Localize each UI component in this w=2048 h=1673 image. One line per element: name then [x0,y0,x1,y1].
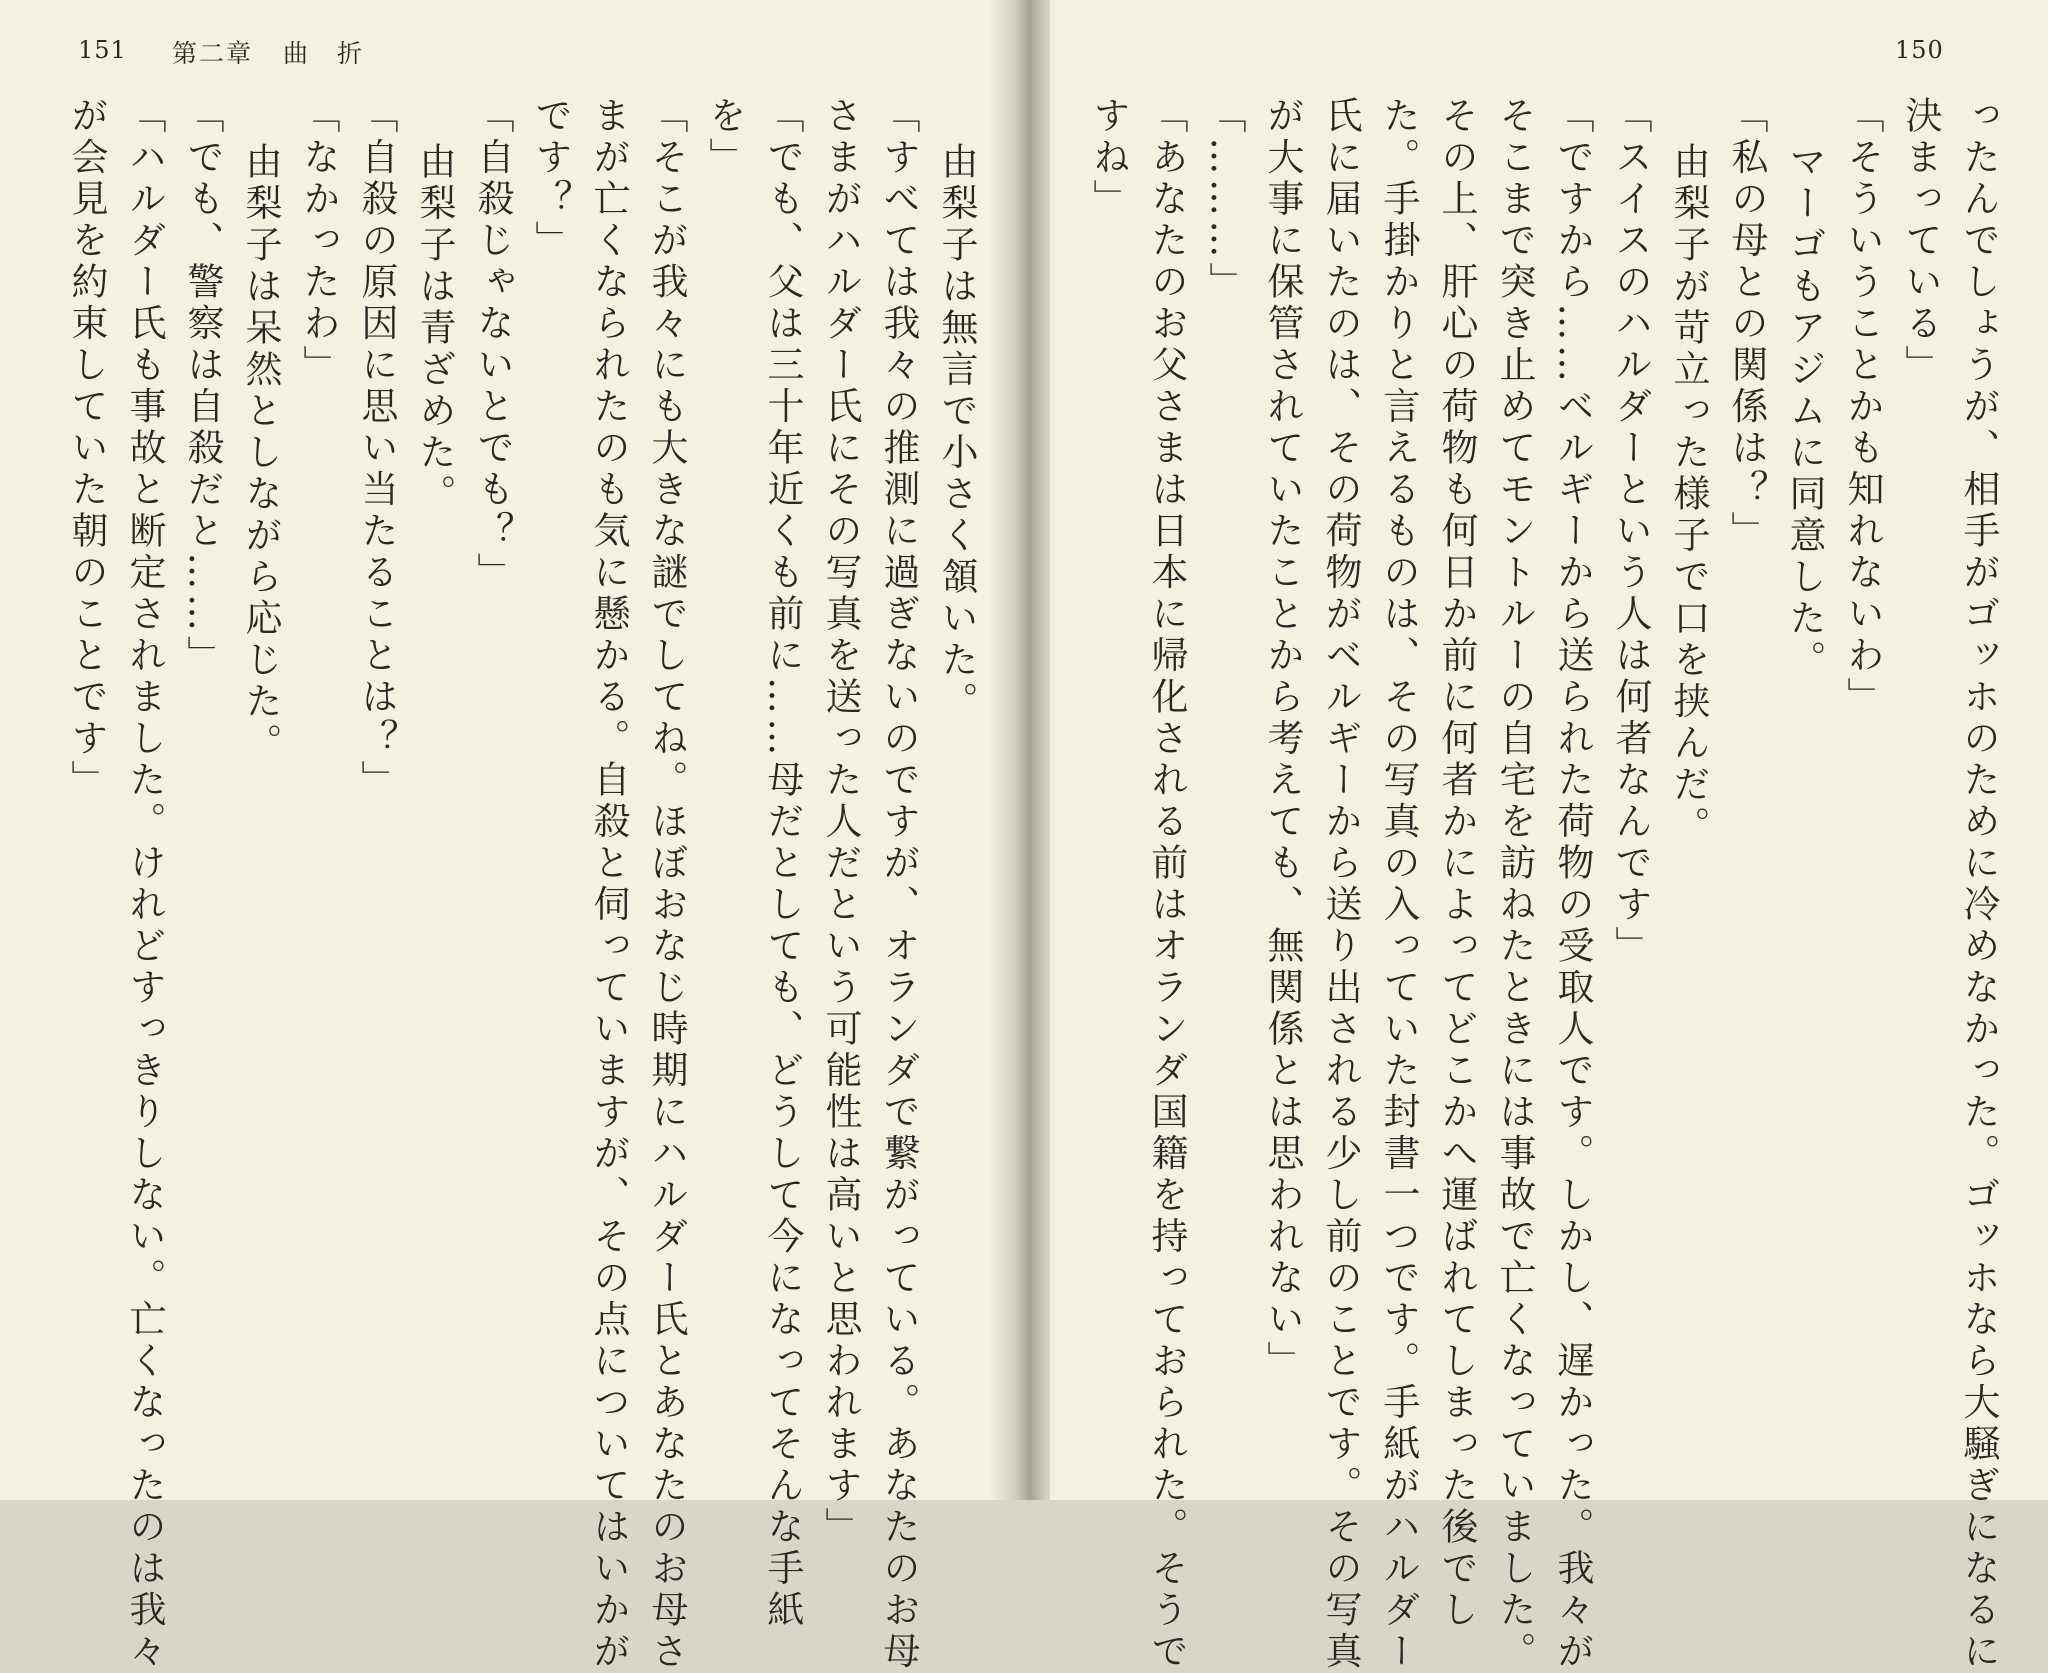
text-line: が会見を約束していた朝のことです」 [65,96,108,802]
text-line: 「私の母との関係は？」 [1725,96,1768,553]
text-line: その上、肝心の荷物も何日か前に何者かによってどこかへ運ばれてしまった後でし [1435,96,1478,1632]
right-page-number: 150 [1895,36,1944,64]
running-head [172,34,364,70]
text-line: 「………」 [1203,96,1246,304]
text-line: 「スイスのハルダーという人は何者なんです」 [1609,96,1652,968]
text-line: が大事に保管されていたことから考えても、無関係とは思われない」 [1261,96,1304,1383]
text-line: 「でも、警察は自殺だと……」 [181,96,224,677]
text-line: ったんでしょうが、相手がゴッホのために冷めなかった。ゴッホなら大騒ぎになるに [1957,96,2000,1673]
text-line: 由梨子は無言で小さく頷いた。 [935,142,978,723]
text-line: 由梨子が苛立った様子で口を挟んだ。 [1667,142,1710,848]
text-line: さまがハルダー氏にその写真を送った人だという可能性は高いと思われます」 [819,96,862,1549]
running-head-chapter: 第二章 [172,39,254,68]
text-line: 「自殺の原因に思い当たることは？」 [355,96,398,802]
text-line: 「自殺じゃないとでも？」 [471,96,514,594]
text-line: です？」 [529,96,572,262]
text-line: を」 [703,96,746,179]
text-line: マーゴもアジムに同意した。 [1783,142,1826,682]
text-line: 「ですから……ベルギーから送られた荷物の受取人です。しかし、遅かった。我々が [1551,96,1594,1673]
running-head-title: 曲 折 [283,39,365,68]
text-line: 由梨子は青ざめた。 [413,142,456,516]
text-line: 由梨子は呆然としながら応じた。 [239,142,282,765]
text-line: 決まっている」 [1899,96,1942,387]
left-page [0,0,1010,1673]
text-line: 「でも、父は三十年近くも前に……母だとしても、どうして今になってそんな手紙 [761,96,804,1632]
text-line: 「あなたのお父さまは日本に帰化される前はオランダ国籍を持っておられた。そうで [1145,96,1188,1673]
right-page [1050,0,2048,1673]
text-line: そこまで突き止めてモントルーの自宅を訪ねたときには事故で亡くなっていました。 [1493,96,1536,1673]
text-line: 氏に届いたのは、その荷物がベルギーから送り出される少し前のことです。その写真 [1319,96,1362,1673]
text-line: まが亡くなられたのも気に懸かる。自殺と伺っていますが、その点についてはいかが [587,96,630,1673]
text-line: 「ハルダー氏も事故と断定されました。けれどすっきりしない。亡くなったのは我々 [123,96,166,1673]
text-line: 「そこが我々にも大きな謎でしてね。ほぼおなじ時期にハルダー氏とあなたのお母さ [645,96,688,1673]
text-line: 「なかったわ」 [297,96,340,387]
text-line: た。手掛かりと言えるものは、その写真の入っていた封書一つです。手紙がハルダー [1377,96,1420,1673]
text-line: 「すべては我々の推測に過ぎないのですが、オランダで繋がっている。あなたのお母 [877,96,920,1673]
text-line: 「そういうことかも知れないわ」 [1841,96,1884,719]
left-page-number: 151 [78,36,127,64]
text-line: すね」 [1087,96,1130,221]
